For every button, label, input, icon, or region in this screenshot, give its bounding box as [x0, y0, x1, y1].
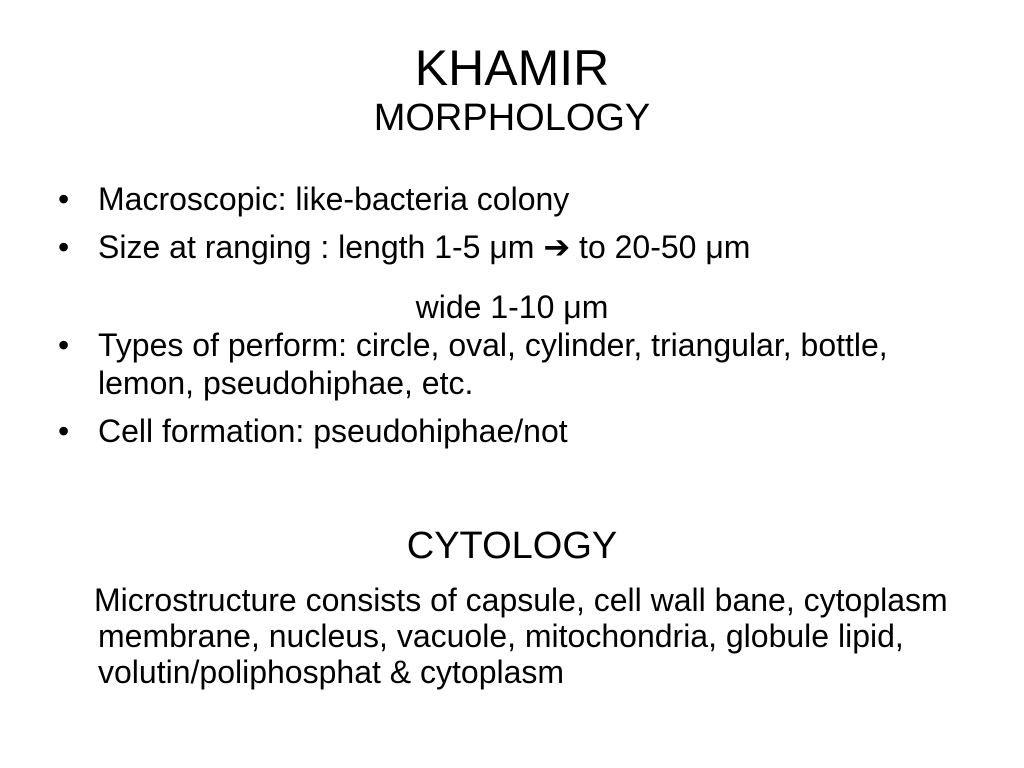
- bullet-text: Cell formation: pseudohiphae/not: [98, 413, 568, 449]
- bullet-item-macroscopic: [58, 180, 988, 218]
- slide-subtitle: MORPHOLOGY: [373, 97, 651, 139]
- bullet-text: Size at ranging : length 1-5 μm ➔ to 20-50 μm: [98, 229, 751, 265]
- bullet-text: Macroscopic: like-bacteria colony: [98, 181, 570, 217]
- cytology-paragraph: Microstructure consists of capsule, cell wall bane, cytoplasm membrane, nucleus, vacuole, mitochondria, globule lipid, volutin/poliphosphat & cytoplasm: [94, 582, 948, 690]
- bullet-item-size: [58, 228, 988, 266]
- bullet-icon: •: [58, 413, 70, 449]
- bullet-icon: •: [58, 327, 70, 363]
- bullet-text: Types of perform: circle, oval, cylinder, triangular, bottle, lemon, pseudohiphae, etc.: [98, 327, 888, 401]
- bullet-icon: •: [58, 181, 70, 217]
- bullet-icon: •: [58, 229, 70, 265]
- bullet-item-types: [58, 326, 988, 402]
- title-block: [0, 40, 1024, 140]
- section-heading-cytology: CYTOLOGY: [406, 525, 618, 567]
- bullet-item-cell-formation: [58, 412, 988, 450]
- size-continuation: wide 1-10 μm: [415, 289, 609, 325]
- slide-title: KHAMIR: [414, 40, 610, 96]
